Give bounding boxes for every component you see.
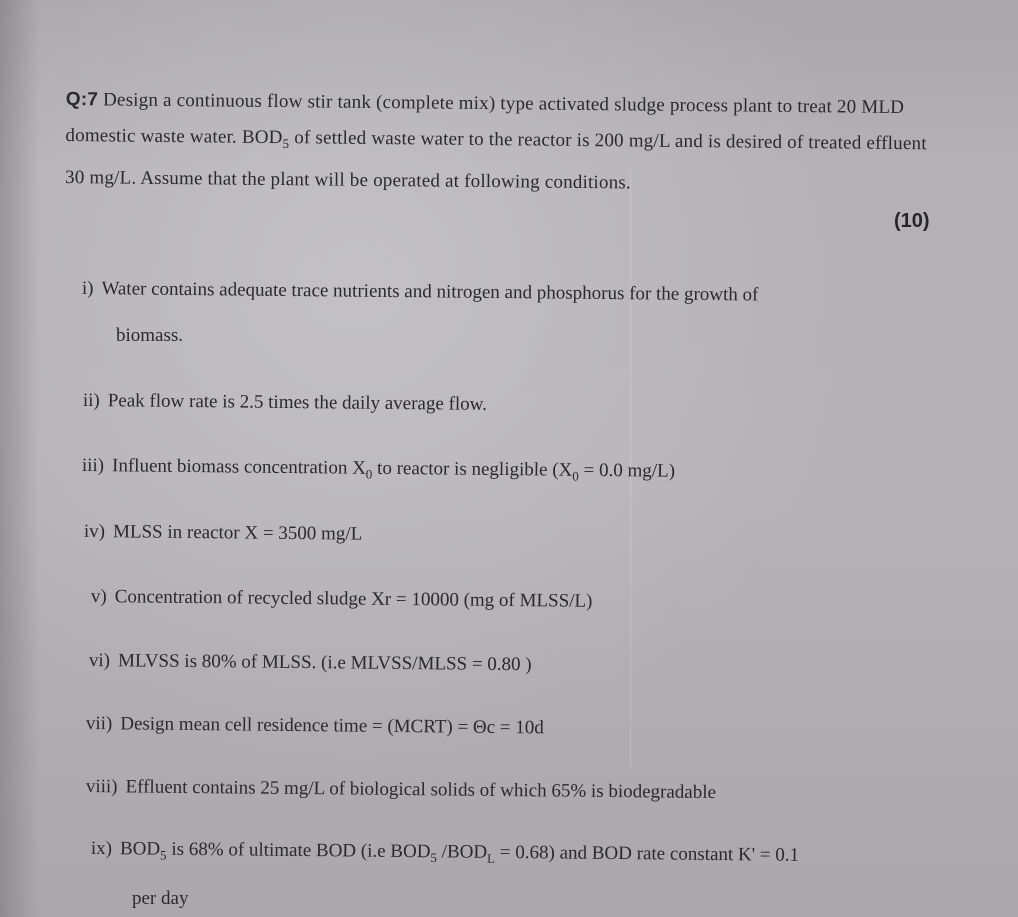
condition-label: viii): [85, 776, 118, 798]
condition-1-continuation: biomass.: [116, 325, 184, 346]
question-number: Q:7: [65, 88, 99, 111]
condition-2: [83, 390, 487, 416]
condition-label: vii): [85, 713, 113, 735]
condition-label: ix): [90, 838, 113, 860]
condition-7: [86, 713, 544, 739]
condition-text: Concentration of recycled sludge Xr = 10000 (mg of MLSS/L): [114, 586, 593, 612]
condition-text-a: Influent biomass concentration X: [111, 455, 366, 479]
bod5-subscript: 5: [160, 847, 167, 863]
x0-subscript: 0: [365, 466, 373, 482]
condition-9: [91, 838, 799, 870]
condition-label: v): [90, 586, 107, 608]
bod-subscript: 5: [282, 135, 290, 151]
condition-4: [84, 521, 363, 546]
condition-text: Peak flow rate is 2.5 times the daily average flow.: [107, 390, 488, 415]
condition-text-c: /BOD: [436, 841, 488, 863]
condition-text: Effluent contains 25 mg/L of biological solids of which 65% is biodegradable: [125, 776, 717, 804]
x0-subscript: 0: [572, 468, 579, 484]
question-body-2: of settled waste water to the reactor is 200 mg/L and is desired of treated effluent 30 mg/L. Assume that the plant will be operated at following conditions.: [64, 127, 927, 194]
condition-text: Design mean cell residence time = (MCRT) = Θc = 10d: [120, 713, 544, 739]
condition-text: MLSS in reactor X = 3500 mg/L: [112, 521, 363, 545]
marks-label: (10): [894, 210, 930, 232]
condition-text-a: BOD: [119, 838, 161, 860]
condition-9-continuation: per day: [132, 888, 189, 909]
condition-label: vi): [88, 650, 111, 672]
condition-label: ii): [82, 390, 100, 412]
condition-label: iv): [83, 521, 106, 543]
condition-label: iii): [81, 455, 105, 477]
condition-text-c: = 0.0 mg/L): [578, 459, 676, 482]
page-edge-shadow: [0, 0, 40, 917]
condition-5: [91, 586, 593, 613]
bodl-subscript: L: [487, 850, 496, 866]
condition-8: [86, 776, 716, 804]
condition-text-b: to reactor is negligible (X: [372, 457, 573, 481]
condition-text: MLVSS is 80% of MLSS. (i.e MLVSS/MLSS = 0.80 ): [117, 650, 532, 676]
question-text: [65, 82, 938, 204]
bod5-subscript: 5: [430, 850, 437, 866]
condition-text-d: = 0.68) and BOD rate constant K' = 0.1: [494, 841, 800, 866]
condition-text-b: is 68% of ultimate BOD (i.e BOD: [166, 838, 431, 863]
condition-3: [82, 455, 675, 485]
condition-1: [82, 278, 759, 306]
condition-label: i): [81, 278, 94, 300]
question-body-1: Design a continuous flow stir tank (complete mix) type activated sludge process plant to treat 20 MLD domestic waste water. BOD: [65, 89, 905, 149]
condition-text: Water contains adequate trace nutrients and nitrogen and phosphorus for the growth of: [101, 278, 759, 306]
condition-6: [89, 650, 532, 676]
